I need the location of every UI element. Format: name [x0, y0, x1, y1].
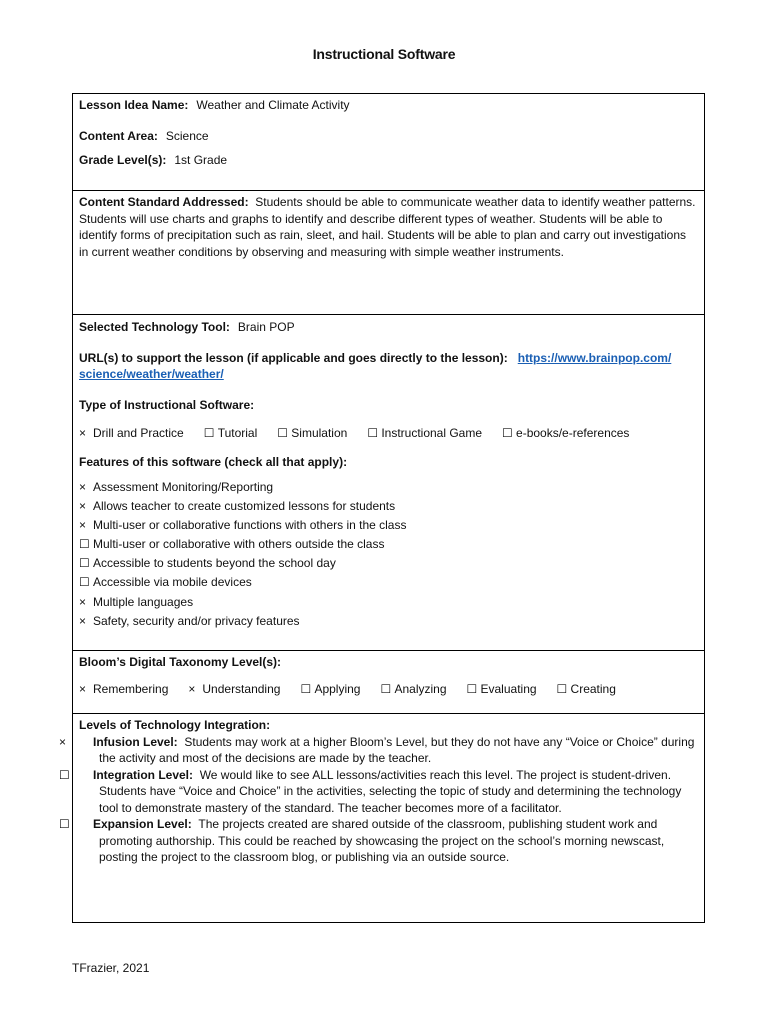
- integration-level-expansion[interactable]: ☐ Expansion Level: The projects created are shared outside of the classroom, publishing student work and promoting authorship. This could be reached by showcasing the project on the school’s morning newscast, posting the project to the classroom blog, or publishing via an outside source.: [59, 817, 665, 864]
- checkbox-empty-icon: ☐: [300, 681, 312, 696]
- checkbox-checked-icon: ×: [79, 613, 87, 628]
- checkbox-empty-icon: ☐: [203, 426, 215, 440]
- content-area-value: Science: [165, 128, 209, 143]
- checkbox-checked-icon: ×: [59, 734, 67, 749]
- feature-item[interactable]: ☐ Multi-user or collaborative with others outside the class: [79, 535, 698, 554]
- feature-item[interactable]: × Assessment Monitoring/Reporting: [79, 478, 698, 497]
- page-title: Instructional Software: [312, 46, 456, 62]
- checkbox-empty-icon: ☐: [79, 537, 90, 552]
- type-option-simulation[interactable]: ☐ Simulation: [277, 426, 348, 440]
- lesson-form-table: [59, 93, 705, 923]
- type-option-tutorial[interactable]: ☐ Tutorial: [203, 426, 258, 440]
- blooms-options: [79, 681, 698, 698]
- type-option-game[interactable]: ☐ Instructional Game: [367, 426, 483, 440]
- checkbox-checked-icon: ×: [79, 681, 87, 696]
- tech-tool-value: Brain POP: [237, 320, 295, 334]
- feature-item[interactable]: × Multiple languages: [79, 593, 698, 612]
- checkbox-empty-icon: ☐: [380, 681, 392, 696]
- checkbox-empty-icon: ☐: [79, 556, 90, 571]
- features-list: [79, 478, 698, 631]
- lesson-idea-label: Lesson Idea Name:: [79, 98, 189, 112]
- integration-level-integration[interactable]: ☐ Integration Level: We would like to see ALL lessons/activities reach this level. The project is student-driven. Students have “Voice and Choice” in the activities, selecting the topic of study and determining the technology tool to demonstrate mastery of the standard. The teacher becomes more of a facilitator.: [59, 767, 682, 815]
- feature-item[interactable]: ☐ Accessible to students beyond the school day: [79, 554, 698, 573]
- feature-item[interactable]: × Allows teacher to create customized lessons for students: [79, 497, 698, 516]
- url-label: URL(s) to support the lesson (if applicable and goes directly to the lesson):: [79, 350, 508, 365]
- feature-item[interactable]: ☐ Accessible via mobile devices: [79, 573, 698, 592]
- checkbox-empty-icon: ☐: [556, 681, 568, 696]
- checkbox-empty-icon: ☐: [79, 575, 90, 590]
- grade-level-value: 1st Grade: [174, 153, 228, 167]
- tech-tool-label: Selected Technology Tool:: [79, 320, 230, 334]
- checkbox-empty-icon: ☐: [502, 426, 513, 440]
- checkbox-checked-icon: ×: [79, 518, 87, 533]
- blooms-section: [73, 651, 704, 714]
- integration-level-infusion[interactable]: × Infusion Level: Students may work at a higher Bloom’s Level, but they do not have any “Voice or Choice” during the activity and most of the decisions are made by the teacher.: [59, 734, 695, 765]
- checkbox-checked-icon: ×: [188, 681, 196, 696]
- lesson-idea-value: Weather and Climate Activity: [196, 98, 350, 112]
- integration-section: [59, 714, 704, 922]
- blooms-option-applying[interactable]: ☐ Applying: [300, 681, 361, 696]
- type-option-drill[interactable]: × Drill and Practice: [79, 426, 184, 440]
- checkbox-empty-icon: ☐: [367, 426, 379, 440]
- feature-item[interactable]: × Safety, security and/or privacy features: [79, 612, 698, 631]
- checkbox-checked-icon: ×: [79, 480, 87, 494]
- feature-item[interactable]: × Multi-user or collaborative functions with others in the class: [79, 516, 698, 535]
- content-standard-text: Students should be able to communicate weather data to identify weather patterns. Students will use charts and graphs to identify and describe different types of weather. Students will be able to identify forms of precipitation such as rain, sleet, and hail. Students will be able to plan and carry out investigations in current weather conditions by observing and measuring with simple weather instruments.: [79, 195, 696, 259]
- blooms-option-understanding[interactable]: × Understanding: [188, 681, 281, 696]
- blooms-label: Bloom’s Digital Taxonomy Level(s):: [79, 655, 282, 669]
- blooms-option-creating[interactable]: ☐ Creating: [556, 681, 616, 696]
- checkbox-checked-icon: ×: [79, 594, 87, 609]
- software-type-options: [79, 425, 698, 442]
- checkbox-empty-icon: ☐: [59, 767, 70, 782]
- lesson-info-section: [73, 94, 704, 191]
- integration-label: Levels of Technology Integration:: [79, 718, 271, 732]
- features-label: Features of this software (check all that apply):: [79, 454, 348, 469]
- grade-level-label: Grade Level(s):: [79, 153, 167, 167]
- type-option-ebooks[interactable]: ☐ e-books/e-references: [502, 426, 630, 440]
- checkbox-checked-icon: ×: [79, 499, 87, 514]
- blooms-option-evaluating[interactable]: ☐ Evaluating: [466, 681, 537, 696]
- content-standard-label: Content Standard Addressed:: [79, 195, 249, 209]
- content-area-label: Content Area:: [79, 128, 158, 143]
- lesson-url-link-part2[interactable]: science/weather/weather/: [79, 367, 224, 381]
- lesson-url-link-part1[interactable]: https://www.brainpop.com/: [517, 350, 672, 365]
- blooms-option-remembering[interactable]: × Remembering: [79, 681, 169, 696]
- content-standard-section: [73, 191, 704, 315]
- technology-section: [73, 315, 704, 651]
- footer-author: TFrazier, 2021: [72, 961, 150, 975]
- checkbox-checked-icon: ×: [79, 426, 87, 440]
- software-type-label: Type of Instructional Software:: [79, 397, 255, 412]
- checkbox-empty-icon: ☐: [59, 817, 70, 831]
- checkbox-empty-icon: ☐: [466, 681, 478, 696]
- blooms-option-analyzing[interactable]: ☐ Analyzing: [380, 681, 447, 696]
- checkbox-empty-icon: ☐: [277, 426, 289, 440]
